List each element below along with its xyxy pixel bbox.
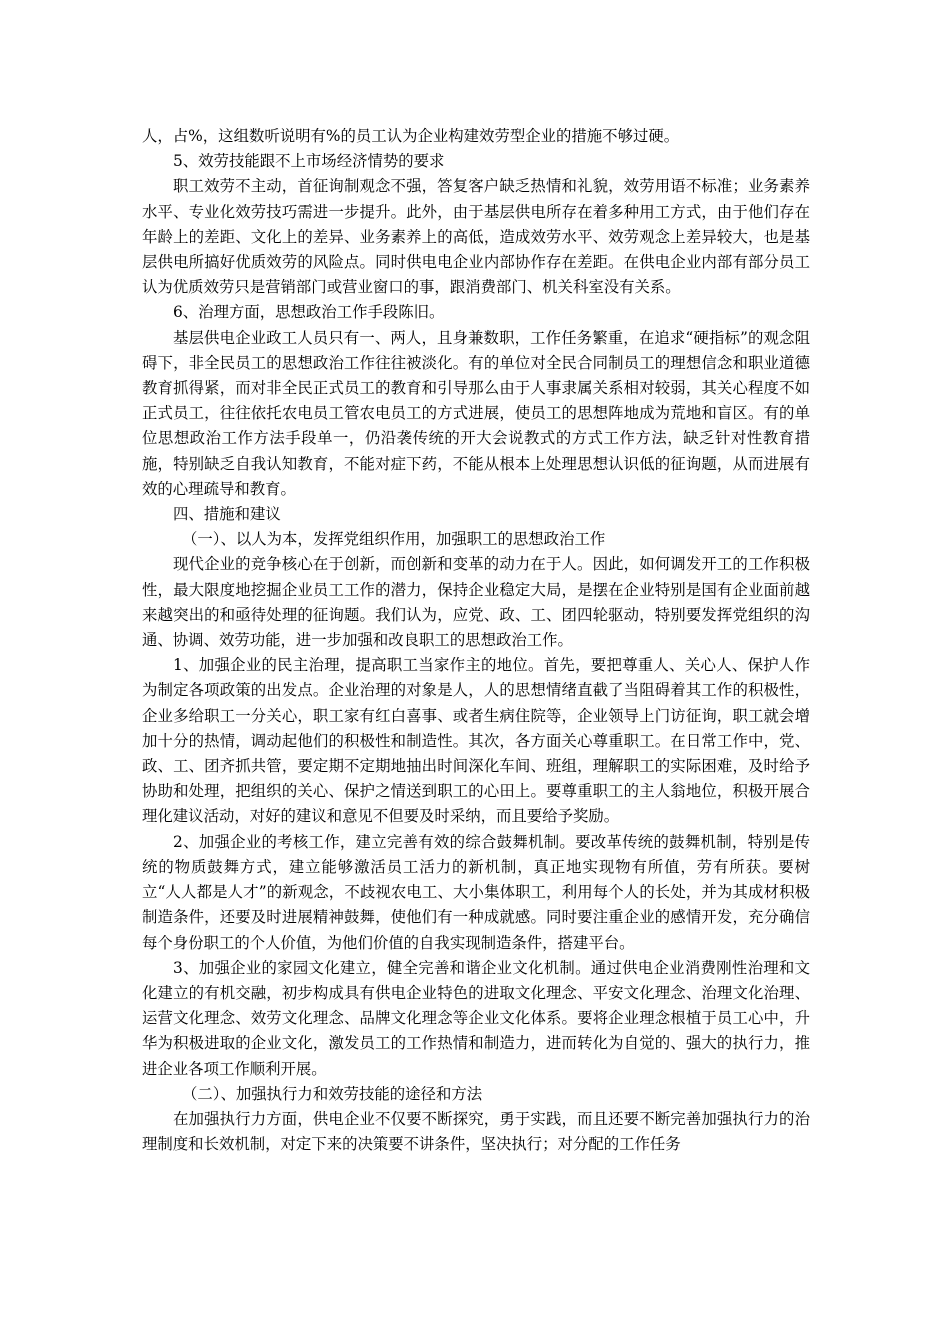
document-body xyxy=(142,124,810,1157)
heading-management: 6、治理方面，思想政治工作手段陈旧。 xyxy=(173,303,445,322)
subsection-heading-1: （一）、以人为本，发挥党组织作用，加强职工的思想政治工作 xyxy=(182,530,606,549)
paragraph-innovation: 现代企业的竞争核心在于创新，而创新和变革的动力在于人。因此，如何调发开工的工作积极性，最大限度地挖掘企业员工工作的潜力，保持企业稳定大局，是摆在企业特别是国有企业面前越来越突出的和亟待处理的征询题。我们认为，应党、政、工、团四轮驱动，特别要发挥党组织的沟通、协调、效劳功能，进一步加强和改良职工的思想政治工作。 xyxy=(142,555,810,650)
section-heading-measures: 四、措施和建议 xyxy=(173,505,281,524)
paragraph-continuation: 人，占%，这组数听说明有%的员工认为企业构建效劳型企业的措施不够过硬。 xyxy=(142,127,680,145)
paragraph-management: 基层供电企业政工人员只有一、两人，且身兼数职，工作任务繁重，在追求“硬指标”的观念阻碍下，非全民员工的思想政治工作往往被淡化。有的单位对全民合同制员工的理想信念和职业道德教育抓得紧，而对非全民正式员工的教育和引导那么由于人事隶属关系相对较弱，其关心程度不如正式员工，往往依托农电员工管农电员工的方式进展，使员工的思想阵地成为荒地和盲区。有的单位思想政治工作方法手段单一，仍沿袭传统的开大会说教式的方式工作方法，缺乏针对性教育措施，特别缺乏自我认知教育，不能对症下药，不能从根本上处理思想认识低的征询题，从而进展有效的心理疏导和教育。 xyxy=(142,328,810,498)
paragraph-democracy: 1、加强企业的民主治理，提高职工当家作主的地位。首先，要把尊重人、关心人、保护人作为制定各项政策的出发点。企业治理的对象是人，人的思想情绪直截了当阻碍着其工作的积极性，企业多给职工一分关心，职工家有红白喜事、或者生病住院等，企业领导上门访征询，职工就会增加十分的热情，调动起他们的积极性和制造性。其次，各方面关心尊重职工。在日常工作中，党、政、工、团齐抓共管，要定期不定期地抽出时间深化车间、班组，理解职工的实际困难，及时给予协助和处理，把组织的关心、保护之情送到职工的心田上。要尊重职工的主人翁地位，积极开展合理化建议活动，对好的建议和意见不但要及时采纳，而且要给予奖励。 xyxy=(142,656,810,826)
paragraph-service-skills: 职工效劳不主动，首征询制观念不强，答复客户缺乏热情和礼貌，效劳用语不标准；业务素养水平、专业化效劳技巧需进一步提升。此外，由于基层供电所存在着多种用工方式，由于他们存在年龄上的差距、文化上的差异、业务素养上的高低，造成效劳水平、效劳观念上差异较大，也是基层供电所搞好优质效劳的风险点。同时供电电企业内部协作存在差距。在供电企业内部有部分员工认为优质效劳只是营销部门或营业窗口的事，跟消费部门、机关科室没有关系。 xyxy=(142,177,810,297)
paragraph-execution: 在加强执行力方面，供电企业不仅要不断探究，勇于实践，而且还要不断完善加强执行力的治理制度和长效机制，对定下来的决策要不讲条件，坚决执行；对分配的工作任务 xyxy=(142,1109,810,1154)
paragraph-culture: 3、加强企业的家园文化建立，健全完善和谐企业文化机制。通过供电企业消费刚性治理和文化建立的有机交融，初步构成具有供电企业特色的进取文化理念、平安文化理念、治理文化治理、运营文化理念、效劳文化理念、品牌文化理念等企业文化体系。要将企业理念根植于员工心中，升华为积极进取的企业文化，激发员工的工作热情和制造力，进而转化为自觉的、强大的执行力，推进企业各项工作顺利开展。 xyxy=(142,958,810,1078)
subsection-heading-2: （二）、加强执行力和效劳技能的途径和方法 xyxy=(182,1084,483,1103)
paragraph-assessment: 2、加强企业的考核工作，建立完善有效的综合鼓舞机制。要改革传统的鼓舞机制，特别是传统的物质鼓舞方式，建立能够激活员工活力的新机制，真正地实现物有所值，劳有所获。要树立“人人都是人才”的新观念，不歧视农电工、大小集体职工，利用每个人的长处，并为其成材积极制造条件，还要及时进展精神鼓舞，使他们有一种成就感。同时要注重企业的感情开发，充分确信每个身份职工的个人价值，为他们价值的自我实现制造条件，搭建平台。 xyxy=(142,832,810,952)
heading-service-skills: 5、效劳技能跟不上市场经济情势的要求 xyxy=(173,152,445,171)
